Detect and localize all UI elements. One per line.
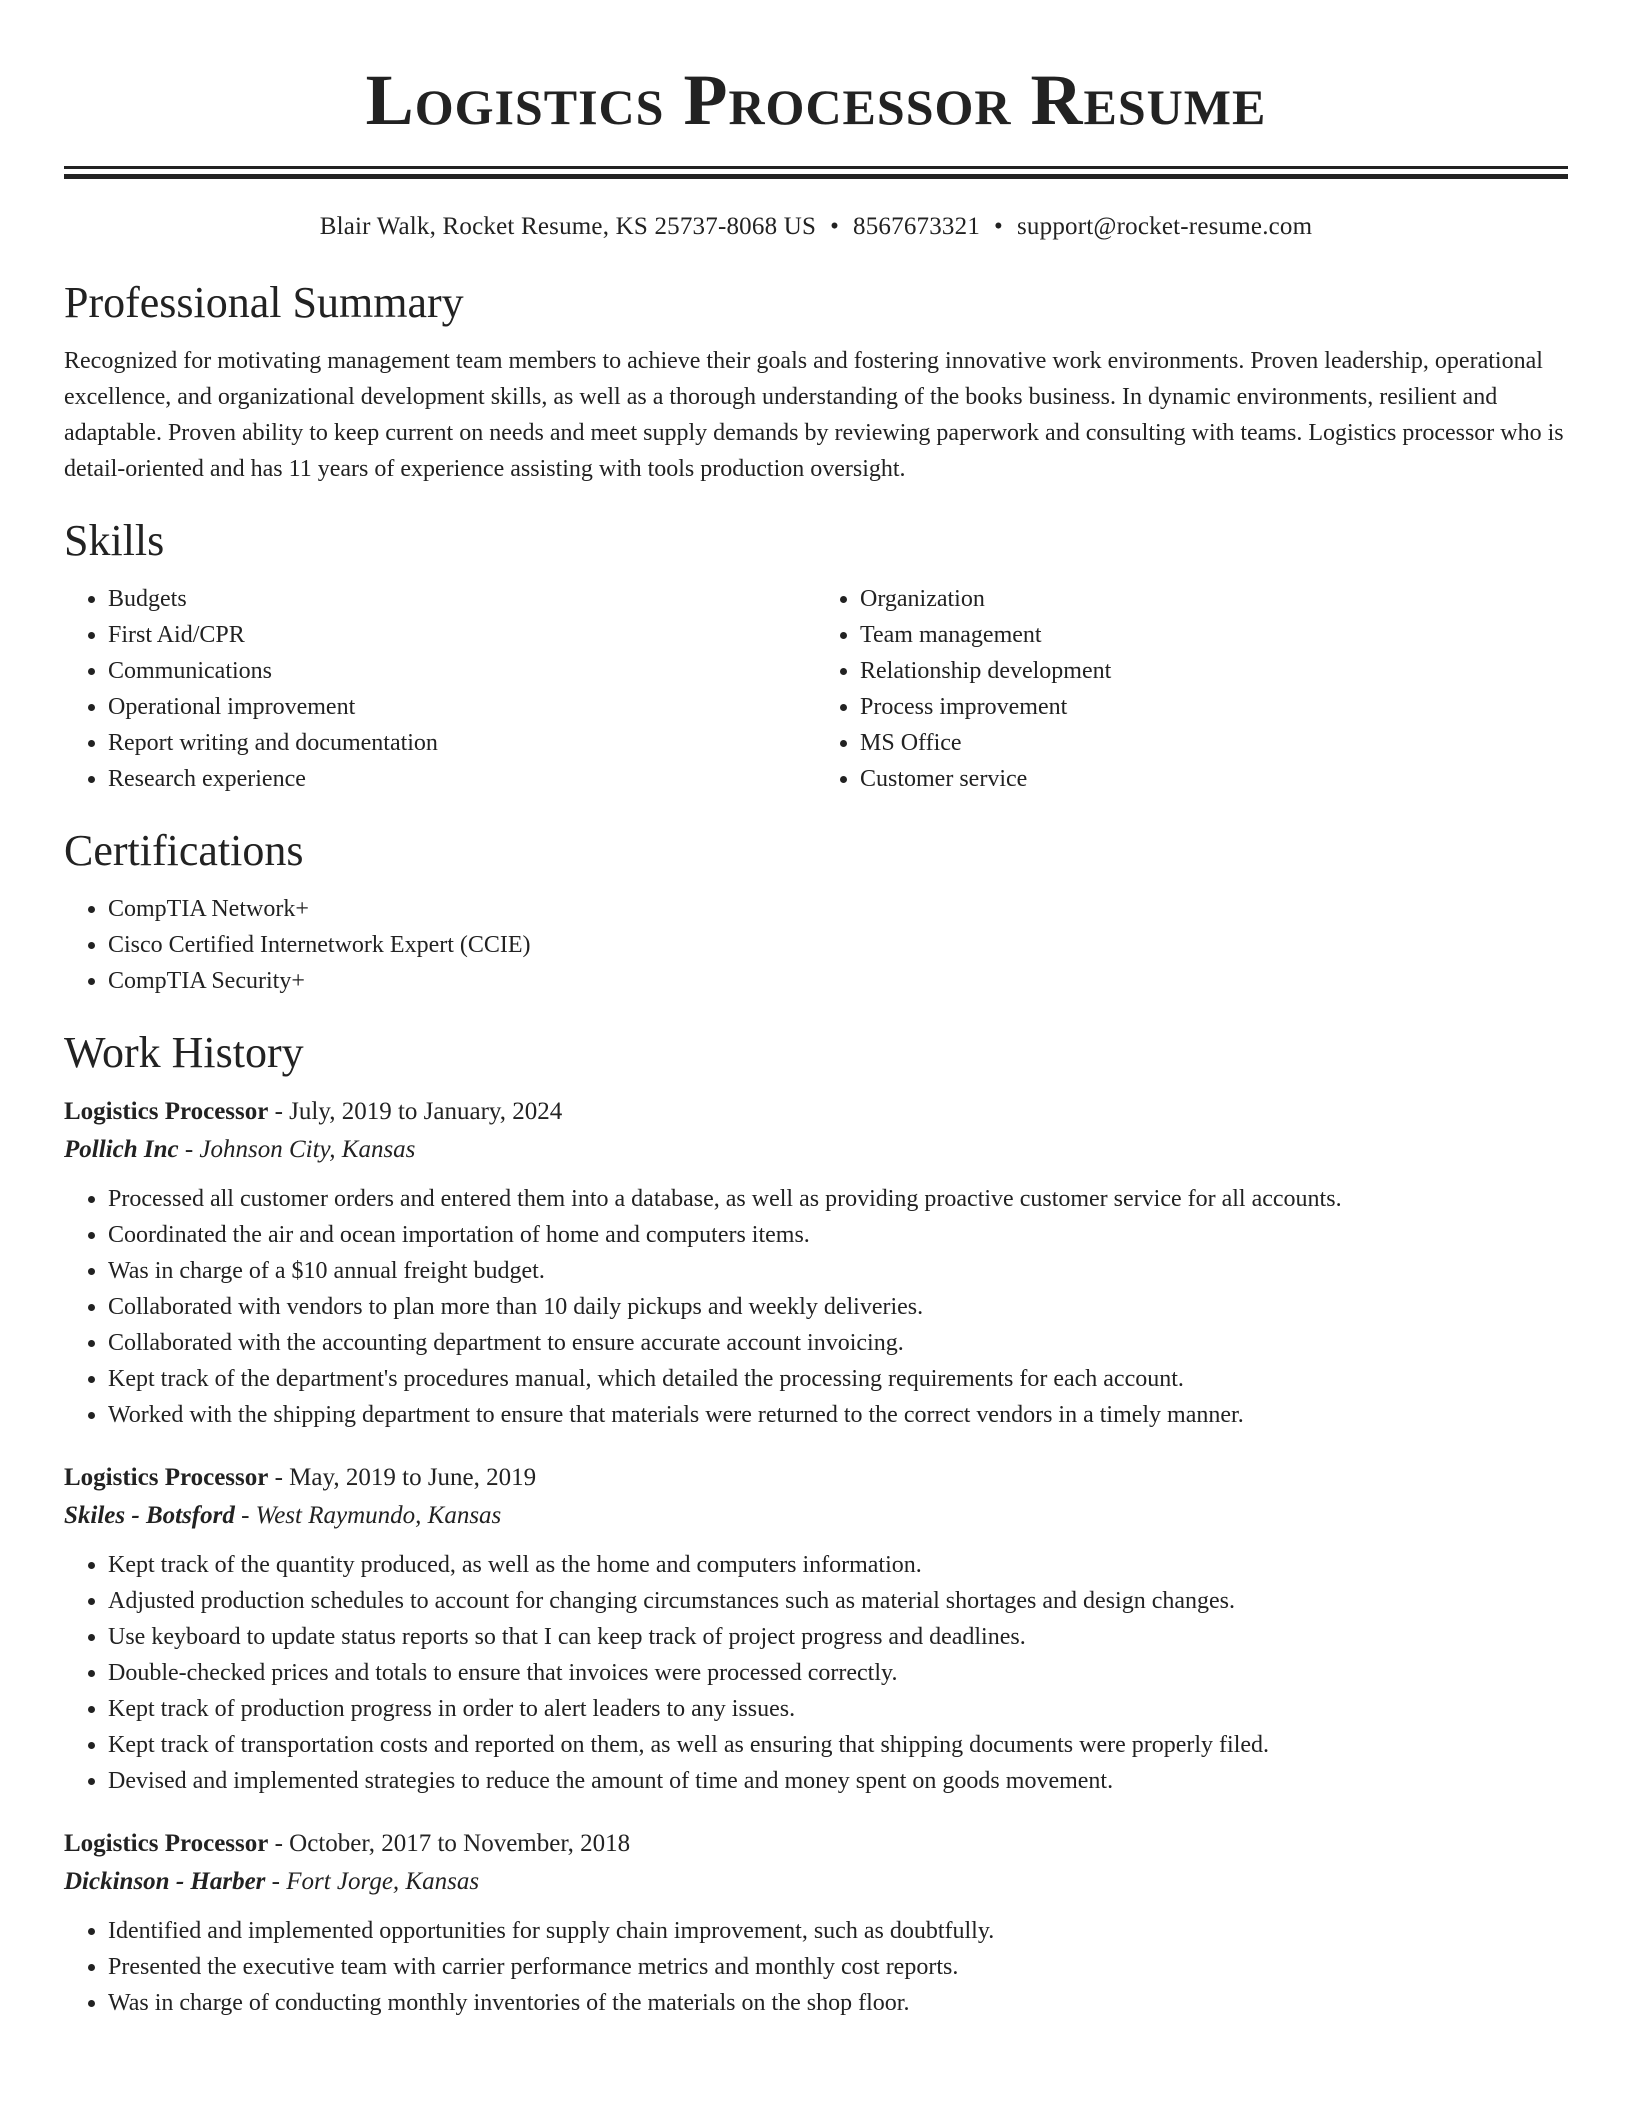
skill-item: • Relationship development — [860, 653, 1568, 689]
job-bullet: • Processed all customer orders and entered them into a database, as well as providing proactive customer service for all accounts. — [108, 1181, 1568, 1217]
job-company: Pollich Inc — [64, 1136, 179, 1163]
job-bullet: • Kept track of transportation costs and reported on them, as well as ensuring that shipping documents were properly filed. — [108, 1727, 1568, 1763]
job-company: Skiles - Botsford — [64, 1502, 235, 1529]
job-company: Dickinson - Harber — [64, 1868, 266, 1895]
contact-line — [64, 211, 1568, 243]
job-dates: - October, 2017 to November, 2018 — [268, 1830, 631, 1857]
job-bullet: • Kept track of the quantity produced, as well as the home and computers information. — [108, 1547, 1568, 1583]
job-title-line — [64, 1093, 1568, 1131]
certification-item: • CompTIA Security+ — [108, 963, 1568, 999]
job-bullet: • Coordinated the air and ocean importation of home and computers items. — [108, 1217, 1568, 1253]
job-entry — [64, 1825, 1568, 2021]
skill-item: • Customer service — [860, 761, 1568, 797]
job-company-line — [64, 1863, 1568, 1901]
section-heading-certifications: Certifications — [64, 826, 304, 875]
title-divider-thick — [64, 174, 1568, 179]
skills-column-left — [64, 581, 816, 797]
resume-title: Logistics Processor Resume — [365, 60, 1267, 140]
job-bullet: • Double-checked prices and totals to ensure that invoices were processed correctly. — [108, 1655, 1568, 1691]
contact-separator: • — [830, 213, 840, 240]
section-heading-summary: Professional Summary — [64, 278, 464, 327]
contact-email: support@rocket-resume.com — [1016, 213, 1313, 240]
summary-text: Recognized for motivating management team members to achieve their goals and fostering innovative work environments. Proven leadership, operational excellence, and organizational development skills, as well as a thorough understanding of the books business. In dynamic environments, resilient and adaptable. Proven ability to keep current on needs and meet supply demands by reviewing paperwork and consulting with teams. Logistics processor who is detail-oriented and has 11 years of experience assisting with tools production oversight. — [64, 348, 1564, 482]
job-title: Logistics Processor — [64, 1830, 269, 1857]
skills-list — [64, 581, 1568, 797]
job-bullet: • Kept track of production progress in order to alert leaders to any issues. — [108, 1691, 1568, 1727]
job-dates: - May, 2019 to June, 2019 — [268, 1464, 537, 1491]
job-title-line — [64, 1459, 1568, 1497]
job-dates: - July, 2019 to January, 2024 — [268, 1098, 563, 1125]
section-heading-skills: Skills — [64, 516, 165, 565]
certification-item: • Cisco Certified Internetwork Expert (CCIE) — [108, 927, 1568, 963]
job-bullet: • Worked with the shipping department to ensure that materials were returned to the correct vendors in a timely manner. — [108, 1397, 1568, 1433]
skills-column-right — [816, 581, 1568, 797]
job-bullet: • Presented the executive team with carrier performance metrics and monthly cost reports. — [108, 1949, 1568, 1985]
skill-item: • Operational improvement — [108, 689, 816, 725]
job-company-line — [64, 1131, 1568, 1169]
certification-item: • CompTIA Network+ — [108, 891, 1568, 927]
skill-item: • Report writing and documentation — [108, 725, 816, 761]
job-bullet: • Devised and implemented strategies to reduce the amount of time and money spent on goods movement. — [108, 1763, 1568, 1799]
skill-item: • Process improvement — [860, 689, 1568, 725]
job-entry — [64, 1093, 1568, 1433]
resume-page — [64, 0, 1568, 2021]
skill-item: • First Aid/CPR — [108, 617, 816, 653]
job-company-line — [64, 1497, 1568, 1535]
contact-separator: • — [994, 213, 1003, 240]
job-title-line — [64, 1825, 1568, 1863]
job-title: Logistics Processor — [64, 1098, 269, 1125]
skill-item: • Communications — [108, 653, 816, 689]
job-bullet: • Kept track of the department's procedures manual, which detailed the processing requirements for each account. — [108, 1361, 1568, 1397]
skill-item: • Organization — [860, 581, 1568, 617]
job-bullets — [64, 1547, 1568, 1799]
job-bullet: • Collaborated with vendors to plan more than 10 daily pickups and weekly deliveries. — [108, 1289, 1568, 1325]
job-bullets — [64, 1913, 1568, 2021]
job-location: - Johnson City, Kansas — [178, 1136, 416, 1163]
job-bullet: • Collaborated with the accounting department to ensure accurate account invoicing. — [108, 1325, 1568, 1361]
contact-address: Blair Walk, Rocket Resume, KS 25737-8068 US — [319, 213, 817, 240]
certifications-list — [64, 891, 1568, 999]
job-bullet: • Use keyboard to update status reports so that I can keep track of project progress and deadlines. — [108, 1619, 1568, 1655]
job-bullet: • Was in charge of a $10 annual freight budget. — [108, 1253, 1568, 1289]
job-bullet: • Adjusted production schedules to account for changing circumstances such as material shortages and design changes. — [108, 1583, 1568, 1619]
section-heading-work-history: Work History — [64, 1028, 304, 1077]
title-divider-thin — [64, 166, 1568, 169]
job-location: - Fort Jorge, Kansas — [265, 1868, 480, 1895]
skill-item: • MS Office — [860, 725, 1568, 761]
job-bullet: • Identified and implemented opportunities for supply chain improvement, such as doubtfully. — [108, 1913, 1568, 1949]
job-title: Logistics Processor — [64, 1464, 269, 1491]
job-bullet: • Was in charge of conducting monthly inventories of the materials on the shop floor. — [108, 1985, 1568, 2021]
job-entry — [64, 1459, 1568, 1799]
skill-item: • Budgets — [108, 581, 816, 617]
job-location: - West Raymundo, Kansas — [234, 1502, 502, 1529]
skill-item: • Team management — [860, 617, 1568, 653]
job-bullets — [64, 1181, 1568, 1433]
skill-item: • Research experience — [108, 761, 816, 797]
contact-phone: 8567673321 — [853, 213, 981, 240]
